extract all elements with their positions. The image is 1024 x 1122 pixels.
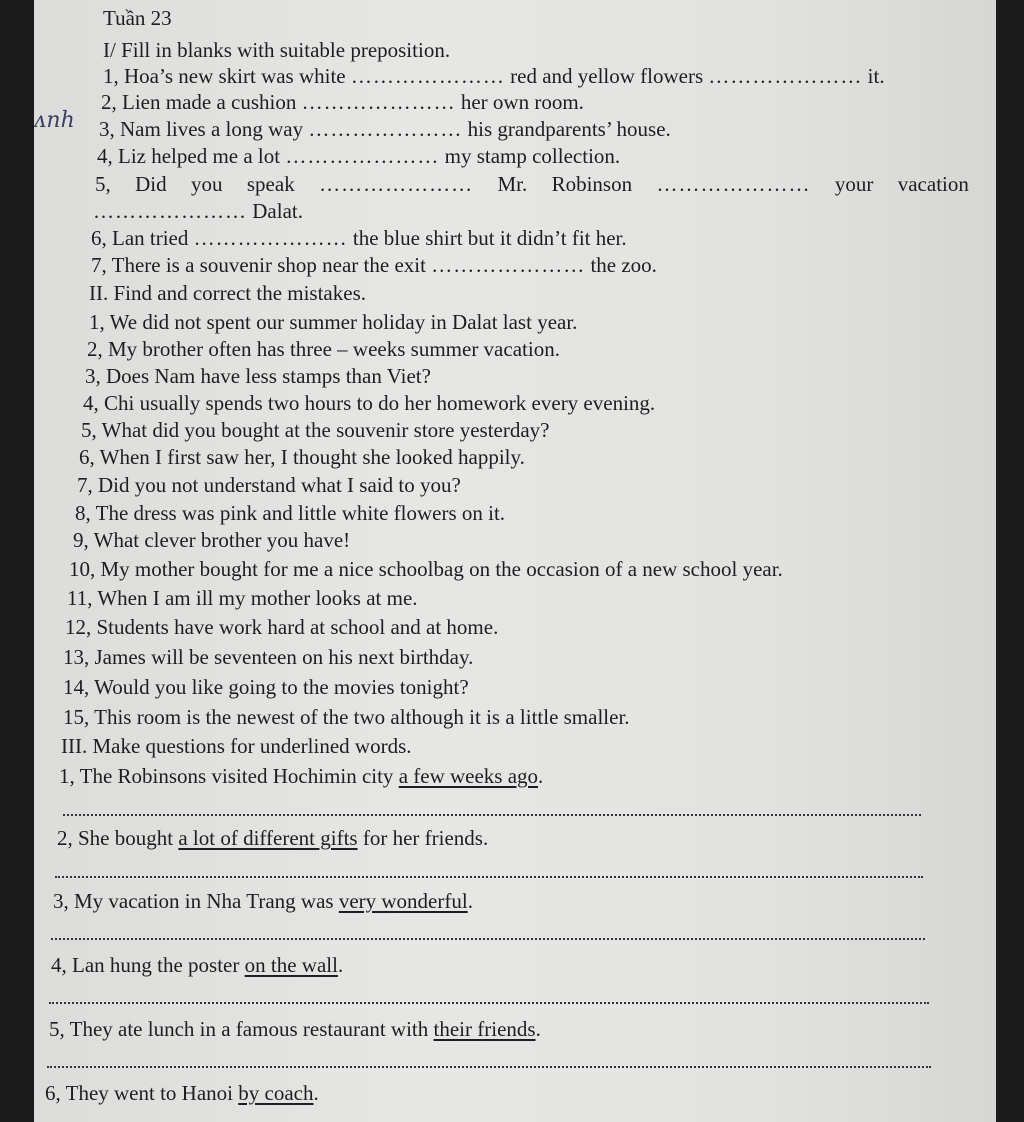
fill-item-6: 6, Lan tried ………………… the blue shirt but it didn’t fit her. — [91, 226, 627, 250]
mistake-item: 8, The dress was pink and little white flowers on it. — [75, 501, 506, 525]
mistake-item: 15, This room is the newest of the two although it is a little smaller. — [63, 705, 630, 729]
blank: ………………… — [350, 64, 505, 88]
answer-line[interactable] — [63, 814, 921, 816]
mistake-item: 9, What clever brother you have! — [73, 528, 351, 552]
mistake-item: 11, When I am ill my mother looks at me. — [67, 586, 418, 610]
fill-item-5: 5, Did you speak ………………… Mr. Robinson ………………… your vacation — [95, 172, 969, 196]
fill-item-2: 2, Lien made a cushion ………………… her own room. — [101, 90, 584, 114]
mistake-item: 7, Did you not understand what I said to you? — [77, 473, 461, 497]
answer-line[interactable] — [47, 1066, 931, 1068]
question-item-2: 2, She bought a lot of different gifts for her friends. — [57, 826, 489, 850]
answer-line[interactable] — [55, 876, 923, 878]
question-item-6: 6, They went to Hanoi by coach. — [45, 1081, 319, 1105]
mistake-item: 6, When I first saw her, I thought she looked happily. — [79, 445, 525, 469]
section3-heading: III. Make questions for underlined words. — [61, 734, 412, 758]
question-item-5: 5, They ate lunch in a famous restaurant with their friends. — [49, 1017, 541, 1041]
blank: ………………… — [301, 90, 456, 114]
question-item-1: 1, The Robinsons visited Hochimin city a few weeks ago. — [59, 764, 544, 788]
underlined-phrase: a few weeks ago — [398, 764, 539, 788]
blank: ………………… — [93, 199, 247, 223]
fill-item-7: 7, There is a souvenir shop near the exit ………………… the zoo. — [91, 253, 657, 277]
worksheet-title: Tuần 23 — [103, 6, 172, 30]
answer-line[interactable] — [49, 1002, 929, 1004]
answer-line[interactable] — [51, 938, 925, 940]
mistake-item: 13, James will be seventeen on his next birthday. — [63, 645, 474, 669]
blank: ………………… — [193, 226, 348, 250]
mistake-item: 2, My brother often has three – weeks summer vacation. — [87, 337, 560, 361]
question-item-4: 4, Lan hung the poster on the wall. — [51, 953, 344, 977]
blank: ………………… — [656, 172, 811, 196]
blank: ………………… — [308, 117, 463, 141]
mistake-item: 14, Would you like going to the movies tonight? — [63, 675, 469, 699]
mistake-item: 12, Students have work hard at school and at home. — [65, 615, 499, 639]
blank: ………………… — [708, 64, 863, 88]
blank: ………………… — [285, 144, 440, 168]
section1-heading: I/ Fill in blanks with suitable preposition. — [103, 38, 451, 62]
underlined-phrase: very wonderful — [338, 889, 468, 913]
mistake-item: 3, Does Nam have less stamps than Viet? — [85, 364, 431, 388]
fill-item-5-continued: ………………… Dalat. — [93, 199, 303, 223]
question-item-3: 3, My vacation in Nha Trang was very wonderful. — [53, 889, 473, 913]
mistake-item: 4, Chi usually spends two hours to do her homework every evening. — [83, 391, 656, 415]
blank: ………………… — [319, 172, 474, 196]
section2-heading: II. Find and correct the mistakes. — [89, 281, 366, 305]
handwritten-mark: ᴧnh — [34, 108, 75, 133]
fill-item-3: 3, Nam lives a long way ………………… his grandparents’ house. — [99, 117, 671, 141]
fill-item-4: 4, Liz helped me a lot ………………… my stamp collection. — [97, 144, 621, 168]
mistake-item: 10, My mother bought for me a nice schoolbag on the occasion of a new school year. — [69, 557, 783, 581]
underlined-phrase: on the wall — [244, 953, 338, 977]
worksheet-page — [34, 0, 996, 1122]
fill-item-1: 1, Hoa’s new skirt was white ………………… red and yellow flowers ………………… it. — [103, 64, 885, 88]
underlined-phrase: by coach — [238, 1081, 314, 1105]
underlined-phrase: their friends — [433, 1017, 536, 1041]
blank: ………………… — [431, 253, 586, 277]
underlined-phrase: a lot of different gifts — [178, 826, 358, 850]
mistake-item: 5, What did you bought at the souvenir store yesterday? — [81, 418, 550, 442]
mistake-item: 1, We did not spent our summer holiday in Dalat last year. — [89, 310, 578, 334]
